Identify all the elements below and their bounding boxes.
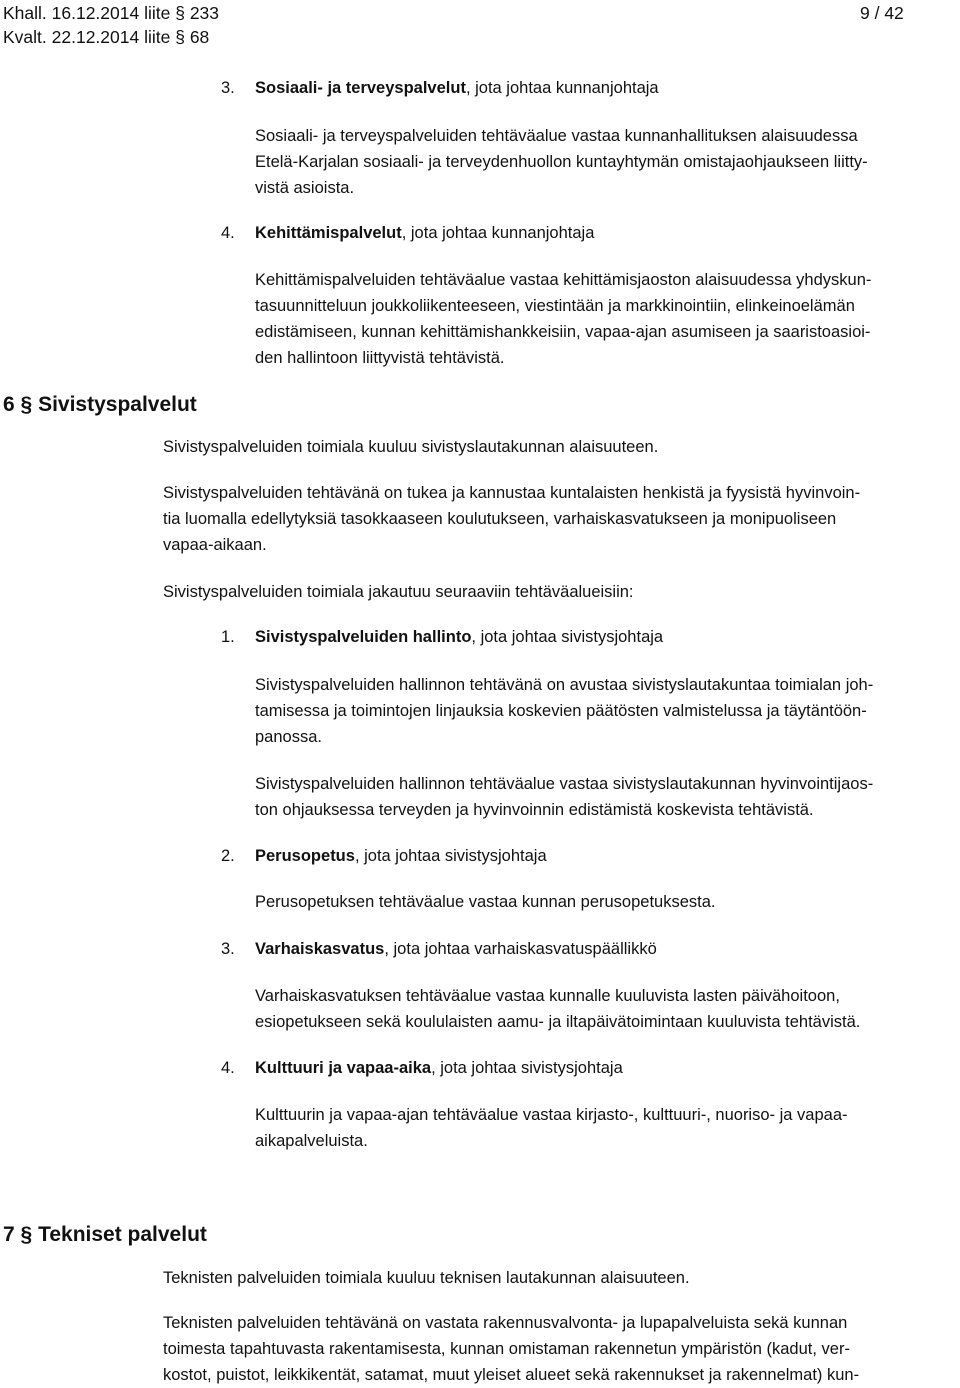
list-item-title: Sivistyspalveluiden hallinto	[255, 628, 472, 646]
list-item-lead: , jota johtaa kunnanjohtaja	[401, 224, 595, 242]
text-line: Sivistyspalveluiden hallinnon tehtäväalue vastaa sivistyslautakunnan hyvinvointijaos-	[255, 775, 874, 793]
text-line: Etelä-Karjalan sosiaali- ja terveydenhuollon kuntayhtymän omistajaohjaukseen liitty-	[255, 153, 868, 171]
text-line: Sivistyspalveluiden tehtävänä on tukea ja kannustaa kuntalaisten henkistä ja fyysistä hyvinvoin-	[163, 484, 861, 502]
text-line: aikapalveluista.	[255, 1132, 368, 1150]
text-line: esiopetukseen sekä koululaisten aamu- ja iltapäivätoimintaan kuuluvista tehtävistä.	[255, 1013, 861, 1031]
list-item-heading	[221, 1057, 623, 1079]
list-item-number: 4.	[221, 224, 235, 242]
section-number: 6	[3, 393, 15, 416]
header-kvalt-number: 68	[189, 27, 210, 47]
list-item-number: 3.	[221, 79, 235, 97]
text-line: toimesta tapahtuvasta rakentamisesta, kunnan omistaman rakennetun ympäristön (kadut, ver-	[163, 1340, 850, 1358]
paragraph: Sivistyspalveluiden toimiala jakautuu seuraaviin tehtäväalueisiin:	[163, 583, 634, 601]
paragraph	[163, 480, 860, 558]
list-item-number: 4.	[221, 1059, 235, 1077]
list-item-heading	[221, 845, 547, 867]
text-line: Varhaiskasvatuksen tehtäväalue vastaa kunnalle kuuluvista lasten päivähoitoon,	[255, 987, 840, 1005]
list-item-lead: , jota johtaa varhaiskasvatuspäällikkö	[384, 940, 657, 958]
paragraph: Perusopetuksen tehtäväalue vastaa kunnan perusopetuksesta.	[255, 893, 716, 911]
paragraph: Teknisten palveluiden toimiala kuuluu teknisen lautakunnan alaisuuteen.	[163, 1269, 690, 1287]
list-item-heading	[221, 626, 663, 648]
list-item-heading	[221, 77, 659, 99]
text-line: vistä asioista.	[255, 179, 355, 197]
paragraph	[255, 771, 873, 823]
list-item-number: 3.	[221, 940, 235, 958]
paragraph	[255, 1102, 848, 1154]
text-line: Teknisten palveluiden tehtävänä on vastata rakennusvalvonta- ja lupapalveluista sekä kunnan	[163, 1314, 848, 1332]
text-line: Sivistyspalveluiden hallinnon tehtävänä on avustaa sivistyslautakuntaa toimialan joh-	[255, 676, 874, 694]
section-heading	[3, 393, 197, 417]
header-khall-text: Khall. 16.12.2014 liite	[3, 3, 171, 23]
paragraph	[255, 983, 860, 1035]
list-item-title: Kehittämispalvelut	[255, 224, 402, 242]
paragraph	[163, 1310, 859, 1388]
list-item-heading	[221, 222, 594, 244]
paragraph: Sivistyspalveluiden toimiala kuuluu sivistyslautakunnan alaisuuteen.	[163, 438, 659, 456]
paragraph	[255, 672, 873, 750]
text-line: Kehittämispalveluiden tehtäväalue vastaa kehittämisjaoston alaisuudessa yhdyskun-	[255, 271, 872, 289]
list-item-number: 2.	[221, 847, 235, 865]
text-line: kostot, puistot, leikkikentät, satamat, muut yleiset alueet sekä rakennukset ja rakennelmat) kun-	[163, 1366, 860, 1384]
list-item-lead: , jota johtaa sivistysjohtaja	[431, 1059, 623, 1077]
header-line-kvalt	[3, 27, 209, 48]
text-line: den hallintoon liittyvistä tehtävistä.	[255, 349, 505, 367]
header-line-khall	[3, 3, 219, 24]
page-number: 9 / 42	[860, 3, 904, 23]
text-line: Sosiaali- ja terveyspalveluiden tehtäväalue vastaa kunnanhallituksen alaisuudessa	[255, 127, 858, 145]
paragraph	[255, 123, 868, 201]
text-line: panossa.	[255, 728, 322, 746]
list-item-lead: , jota johtaa sivistysjohtaja	[471, 628, 664, 646]
text-line: tamisessa ja toimintojen linjauksia koskevien päätösten valmistelussa ja täytäntöön-	[255, 702, 867, 720]
section-heading	[3, 1223, 207, 1247]
list-item-heading	[221, 938, 657, 960]
section-symbol: §	[175, 3, 185, 23]
list-item-lead: , jota johtaa kunnanjohtaja	[465, 79, 659, 97]
text-line: tia luomalla edellytyksiä tasokkaaseen koulutukseen, varhaiskasvatukseen ja monipuoliseen	[163, 510, 837, 528]
section-symbol: §	[20, 393, 33, 416]
list-item-lead: , jota johtaa sivistysjohtaja	[354, 847, 547, 865]
section-title: Sivistyspalvelut	[38, 393, 197, 416]
header-kvalt-text: Kvalt. 22.12.2014 liite	[3, 27, 171, 47]
text-line: ton ohjauksessa terveyden ja hyvinvoinnin edistämistä koskevista tehtävistä.	[255, 801, 814, 819]
list-item-title: Kulttuuri ja vapaa-aika	[255, 1059, 432, 1077]
list-item-number: 1.	[221, 628, 235, 646]
section-symbol: §	[20, 1223, 33, 1246]
paragraph	[255, 267, 871, 371]
list-item-title: Perusopetus	[255, 847, 355, 865]
section-title: Tekniset palvelut	[38, 1223, 207, 1246]
section-number: 7	[3, 1223, 15, 1246]
text-line: Kulttuurin ja vapaa-ajan tehtäväalue vastaa kirjasto-, kulttuuri-, nuoriso- ja vapaa-	[255, 1106, 848, 1124]
text-line: edistämiseen, kunnan kehittämishankkeisiin, vapaa-ajan asumiseen ja saaristoasioi-	[255, 323, 871, 341]
list-item-title: Sosiaali- ja terveyspalvelut	[255, 79, 466, 97]
section-symbol: §	[175, 27, 185, 47]
list-item-title: Varhaiskasvatus	[255, 940, 385, 958]
header-khall-number: 233	[189, 3, 220, 23]
text-line: tasuunnitteluun joukkoliikenteeseen, viestintään ja markkinointiin, elinkeinoelämän	[255, 297, 855, 315]
text-line: vapaa-aikaan.	[163, 536, 267, 554]
